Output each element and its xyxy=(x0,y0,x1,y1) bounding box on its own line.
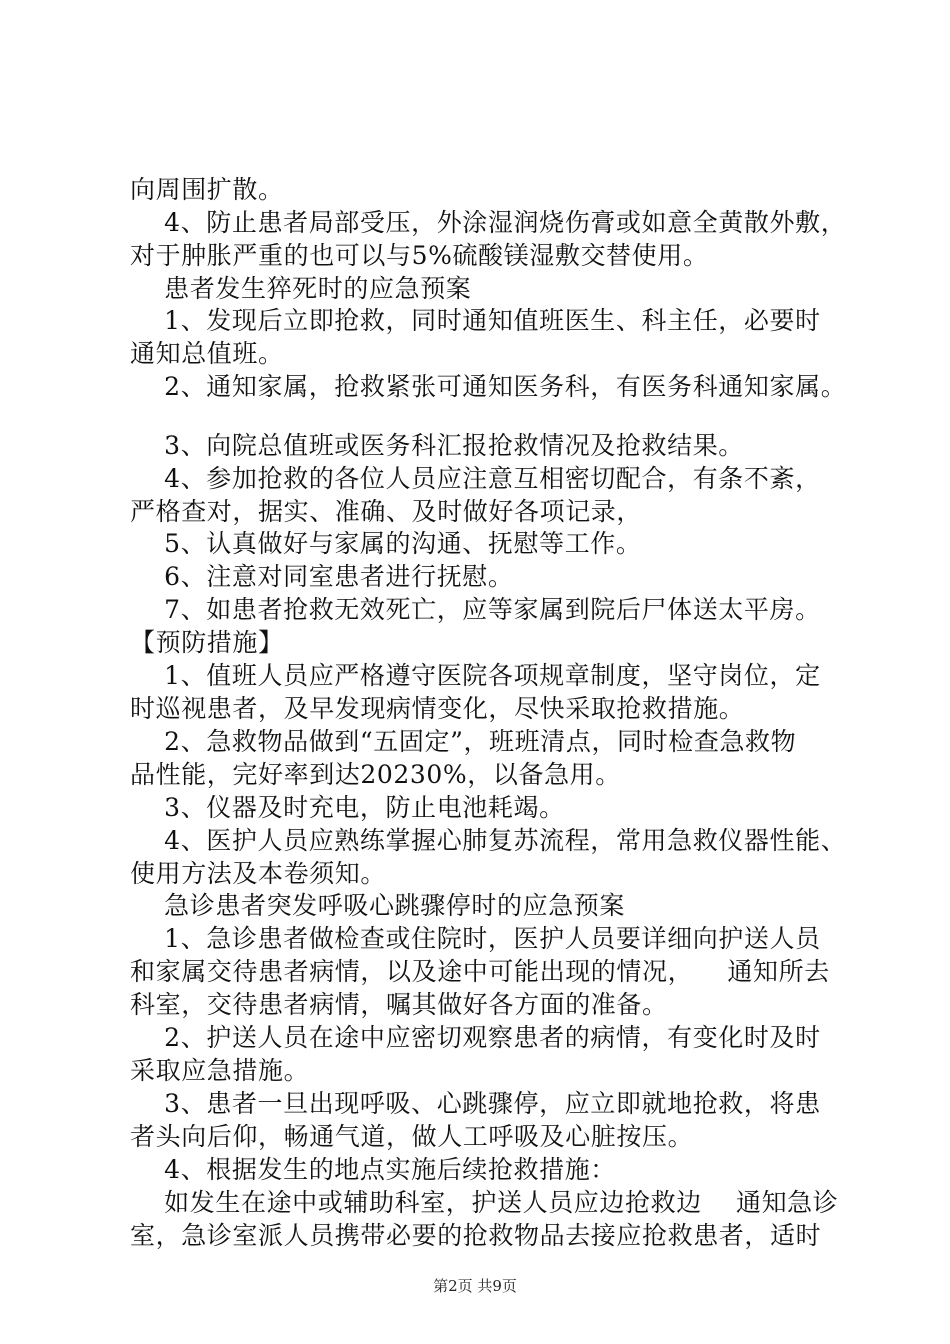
body-line-26: 2、护送人员在途中应密切观察患者的病情，有变化时及时 xyxy=(130,1023,821,1052)
body-line-2: 4、防止患者局部受压，外涂湿润烧伤膏或如意全黄散外敷， xyxy=(130,208,847,237)
body-line-24: 和家属交待患者病情，以及途中可能出现的情况， 通知所去 xyxy=(130,957,830,986)
body-line-8: 3、向院总值班或医务科汇报抢救情况及抢救结果。 xyxy=(130,431,744,460)
body-line-3: 对于肿胀严重的也可以与5%硫酸镁湿敷交替使用。 xyxy=(130,241,709,270)
body-line-9: 4、参加抢救的各位人员应注意互相密切配合，有条不紊， xyxy=(130,464,821,493)
body-line-13: 7、如患者抢救无效死亡，应等家属到院后尸体送太平房。 xyxy=(130,595,821,624)
page-number-footer: 第2页 共9页 xyxy=(433,1277,517,1295)
body-line-23: 1、急诊患者做检查或住院时，医护人员要详细向护送人员 xyxy=(130,924,821,953)
body-line-21: 使用方法及本卷须知。 xyxy=(130,859,387,888)
body-line-17: 2、急救物品做到“五固定”，班班清点，同时检查急救物 xyxy=(130,727,797,756)
body-line-30: 4、根据发生的地点实施后续抢救措施： xyxy=(130,1155,616,1184)
body-line-1: 向周围扩散。 xyxy=(130,175,284,204)
body-line-25: 科室，交待患者病情，嘱其做好各方面的准备。 xyxy=(130,990,668,1019)
body-line-11: 5、认真做好与家属的沟通、抚慰等工作。 xyxy=(130,529,642,558)
body-line-15: 1、值班人员应严格遵守医院各项规章制度，坚守岗位，定 xyxy=(130,661,821,690)
body-line-10: 严格查对，据实、准确、及时做好各项记录， xyxy=(130,497,643,526)
body-line-28: 3、患者一旦出现呼吸、心跳骤停，应立即就地抢救，将患 xyxy=(130,1089,821,1118)
section-heading-emergency: 急诊患者突发呼吸心跳骤停时的应急预案 xyxy=(130,891,625,920)
body-line-31: 如发生在途中或辅助科室，护送人员应边抢救边 通知急诊 xyxy=(130,1188,839,1217)
body-line-16: 时巡视患者，及早发现病情变化，尽快采取抢救措施。 xyxy=(130,694,745,723)
body-line-12: 6、注意对同室患者进行抚慰。 xyxy=(130,562,514,591)
body-line-19: 3、仪器及时充电，防止电池耗竭。 xyxy=(130,793,565,822)
body-line-6: 通知总值班。 xyxy=(130,339,284,368)
section-heading-sudden-death: 患者发生猝死时的应急预案 xyxy=(130,274,472,303)
body-line-5: 1、发现后立即抢救，同时通知值班医生、科主任，必要时 xyxy=(130,306,821,335)
body-line-18: 品性能，完好率到达20230%，以备急用。 xyxy=(130,760,621,789)
body-line-7: 2、通知家属，抢救紧张可通知医务科，有医务科通知家属。 xyxy=(130,372,847,401)
body-line-20: 4、医护人员应熟练掌握心肺复苏流程，常用急救仪器性能、 xyxy=(130,826,847,855)
body-line-27: 采取应急措施。 xyxy=(130,1056,310,1085)
section-heading-prevention: 【预防措施】 xyxy=(130,628,284,657)
body-line-32: 室，急诊室派人员携带必要的抢救物品去接应抢救患者，适时 xyxy=(130,1221,822,1250)
body-line-29: 者头向后仰，畅通气道，做人工呼吸及心脏按压。 xyxy=(130,1122,694,1151)
